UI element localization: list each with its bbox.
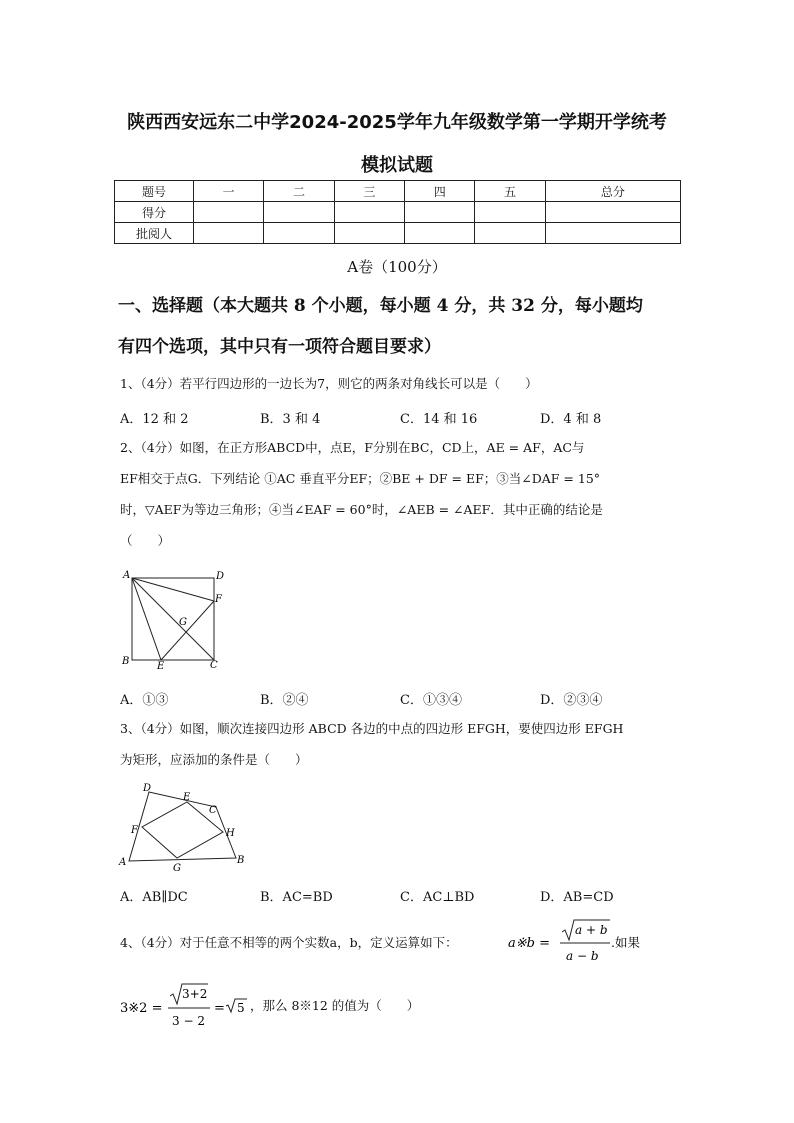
question-2-options bbox=[120, 689, 680, 708]
option-b[interactable]: B．3 和 4 bbox=[260, 412, 321, 427]
table-cell: 一 bbox=[194, 181, 264, 202]
question-3-line-1: 3、（4分）如图，顺次连接四边形 ABCD 各边的中点的四边形 EFGH，要使四边形 EFGH bbox=[120, 721, 624, 736]
score-input-cell[interactable] bbox=[264, 223, 334, 244]
def-suffix: .如果 bbox=[611, 935, 640, 950]
score-table-row bbox=[115, 223, 681, 244]
ex-sqrt: 5 bbox=[237, 1001, 245, 1015]
question-3-options bbox=[120, 886, 680, 905]
ex-lhs: 3※2 = bbox=[120, 1001, 163, 1016]
title-line-1: 陕西西安远东二中学2024-2025学年九年级数学第一学期开学统考 bbox=[127, 112, 667, 133]
label-h: H bbox=[226, 828, 235, 839]
volume-heading: A卷（100分） bbox=[347, 258, 447, 276]
question-1-options bbox=[120, 408, 680, 427]
ex-num: 3+2 bbox=[182, 987, 208, 1001]
label-a: A bbox=[119, 857, 127, 868]
option-a[interactable]: A．AB∥DC bbox=[120, 890, 188, 905]
ex-den: 3 − 2 bbox=[172, 1014, 205, 1028]
table-cell: 总分 bbox=[545, 181, 680, 202]
diagonal-ac bbox=[132, 578, 214, 660]
score-input-cell[interactable] bbox=[334, 202, 404, 223]
table-cell: 得分 bbox=[115, 202, 194, 223]
score-input-cell[interactable] bbox=[405, 202, 475, 223]
section-heading-line-1: 一、选择题（本大题共 8 个小题，每小题 4 分，共 32 分，每小题均 bbox=[118, 296, 643, 316]
question-4-line-1a: 4、（4分）对于任意不相等的两个实数a，b，定义运算如下： bbox=[120, 935, 458, 950]
question-3-line-2: 为矩形，应添加的条件是（ ） bbox=[120, 752, 308, 767]
title-line-2: 模拟试题 bbox=[361, 155, 433, 176]
option-c[interactable]: C．①③④ bbox=[400, 693, 462, 708]
section-heading-line-2: 有四个选项，其中只有一项符合题目要求） bbox=[118, 337, 441, 357]
table-cell: 三 bbox=[334, 181, 404, 202]
label-a: A bbox=[123, 570, 131, 581]
def-num: a + b bbox=[575, 923, 608, 937]
score-input-cell[interactable] bbox=[264, 202, 334, 223]
label-f: F bbox=[131, 825, 138, 836]
table-cell: 批阅人 bbox=[115, 223, 194, 244]
label-b: B bbox=[237, 855, 245, 866]
label-d: D bbox=[216, 571, 225, 582]
option-d[interactable]: D．②③④ bbox=[540, 693, 603, 708]
table-cell: 二 bbox=[264, 181, 334, 202]
label-c: C bbox=[209, 805, 217, 816]
option-a[interactable]: A．①③ bbox=[120, 693, 169, 708]
def-lhs: a※b = bbox=[508, 936, 550, 951]
table-cell: 五 bbox=[475, 181, 545, 202]
label-e: E bbox=[183, 792, 191, 803]
segment-af bbox=[132, 578, 214, 601]
square-figure bbox=[118, 568, 228, 672]
label-g: G bbox=[179, 617, 187, 628]
question-1-stem: 1、（4分）若平行四边形的一边长为7，则它的两条对角线长可以是（ ） bbox=[120, 376, 538, 391]
score-input-cell[interactable] bbox=[475, 223, 545, 244]
option-b[interactable]: B．AC=BD bbox=[260, 890, 333, 905]
score-input-cell[interactable] bbox=[334, 223, 404, 244]
def-den: a − b bbox=[566, 949, 599, 963]
label-f: F bbox=[215, 594, 222, 605]
score-input-cell[interactable] bbox=[194, 223, 264, 244]
score-table bbox=[114, 180, 681, 244]
score-input-cell[interactable] bbox=[545, 223, 680, 244]
score-input-cell[interactable] bbox=[405, 223, 475, 244]
quadrilateral-figure bbox=[116, 780, 252, 872]
score-input-cell[interactable] bbox=[194, 202, 264, 223]
label-e: E bbox=[157, 661, 165, 672]
label-c: C bbox=[210, 660, 218, 671]
option-d[interactable]: D．AB=CD bbox=[540, 890, 614, 905]
label-d: D bbox=[143, 783, 152, 794]
label-b: B bbox=[122, 656, 130, 667]
example-formula bbox=[116, 982, 266, 1032]
option-d[interactable]: D．4 和 8 bbox=[540, 412, 602, 427]
question-2-line-2: EF相交于点G．下列结论 ①AC 垂直平分EF；②BE + DF = EF；③当∠DAF = 15° bbox=[120, 471, 601, 486]
ex-eq: = bbox=[214, 1001, 225, 1016]
question-2-line-1: 2、（4分）如图，在正方形ABCD中，点E，F分别在BC，CD上，AE = AF，AC与 bbox=[120, 440, 585, 455]
score-input-cell[interactable] bbox=[545, 202, 680, 223]
question-4-line-2: ，那么 8※12 的值为（ ） bbox=[250, 998, 420, 1013]
segment-ef bbox=[161, 601, 214, 660]
option-b[interactable]: B．②④ bbox=[260, 693, 309, 708]
table-cell: 四 bbox=[405, 181, 475, 202]
option-c[interactable]: C．14 和 16 bbox=[400, 412, 478, 427]
definition-formula bbox=[506, 918, 640, 966]
question-2-line-4: （ ） bbox=[120, 533, 171, 548]
question-2-line-3: 时，▽AEF为等边三角形；④当∠EAF = 60°时，∠AEB = ∠AEF．其中正确的结论是 bbox=[120, 502, 603, 517]
score-input-cell[interactable] bbox=[475, 202, 545, 223]
option-c[interactable]: C．AC⊥BD bbox=[400, 890, 475, 905]
segment-ae bbox=[132, 578, 161, 660]
score-table-row bbox=[115, 202, 681, 223]
score-table-header-row bbox=[115, 181, 681, 202]
table-cell: 题号 bbox=[115, 181, 194, 202]
label-g: G bbox=[173, 863, 181, 874]
option-a[interactable]: A．12 和 2 bbox=[120, 412, 189, 427]
